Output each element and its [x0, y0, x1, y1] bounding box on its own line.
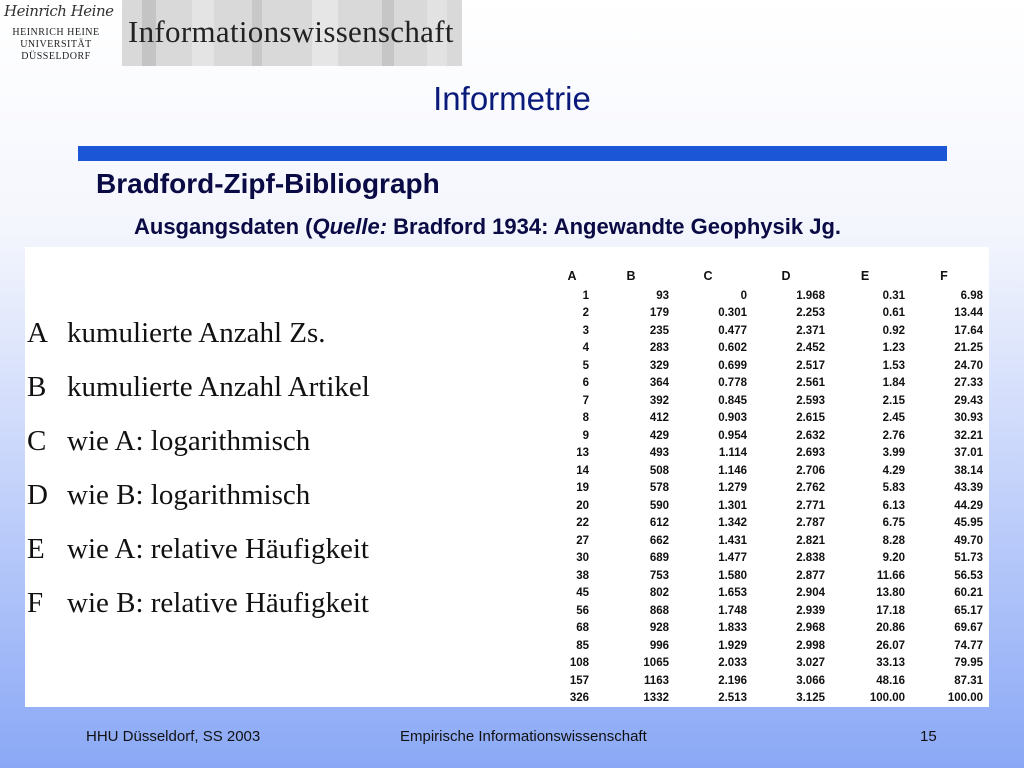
table-cell: 590	[649, 499, 669, 512]
table-cell: 3.027	[796, 657, 825, 670]
table-cell: 2.196	[718, 674, 747, 687]
table-cell: 612	[649, 517, 669, 530]
table-cell: 5	[582, 359, 589, 372]
table-cell: 928	[649, 622, 669, 635]
page-number: 15	[920, 728, 937, 745]
table-cell: 2.821	[796, 534, 825, 547]
table-row	[551, 445, 983, 463]
logo-line-3: DÜSSELDORF	[21, 51, 91, 62]
footer-center: Empirische Informationswissenschaft	[400, 728, 647, 745]
table-cell: 13	[576, 447, 589, 460]
table-cell: 2.998	[796, 639, 825, 652]
table-cell: 2.033	[718, 657, 747, 670]
source-label: Quelle:	[312, 214, 388, 239]
table-cell: 8.28	[882, 534, 905, 547]
table-cell: 3.99	[882, 447, 905, 460]
table-cell: 1065	[643, 657, 669, 670]
table-cell: 19	[576, 482, 589, 495]
legend-letter: C	[27, 425, 47, 457]
table-cell: 1.968	[796, 289, 825, 302]
legend-letter: F	[27, 587, 44, 619]
table-cell: 45	[576, 587, 589, 600]
source-prefix: Ausgangsdaten (	[134, 214, 313, 239]
table-cell: 1.23	[882, 342, 905, 355]
table-cell: 0.845	[718, 394, 747, 407]
table-cell: 20	[576, 499, 589, 512]
table-cell: 21.25	[954, 342, 983, 355]
table-cell: 11.66	[876, 569, 905, 582]
table-cell: 689	[649, 552, 669, 565]
table-cell: 1.114	[718, 447, 747, 460]
table-cell: 1.301	[718, 499, 747, 512]
content-panel	[25, 247, 989, 707]
table-row	[551, 427, 983, 445]
table-cell: 48.16	[876, 674, 905, 687]
table-cell: 6	[582, 377, 589, 390]
table-cell: 2.253	[796, 307, 825, 320]
table-cell: 100.00	[947, 692, 983, 705]
table-cell: 32.21	[954, 429, 983, 442]
table-cell: 30.93	[954, 412, 983, 425]
table-cell: 51.73	[954, 552, 983, 565]
table-cell: 69.67	[954, 622, 983, 635]
column-header-f: F	[940, 269, 948, 283]
column-header-b: B	[626, 269, 636, 283]
table-cell: 0.778	[718, 377, 747, 390]
column-header-a: A	[567, 269, 577, 283]
table-cell: 179	[649, 307, 669, 320]
table-cell: 56	[576, 604, 589, 617]
header-banner	[122, 0, 462, 66]
table-cell: 2.939	[796, 604, 825, 617]
table-row	[551, 375, 983, 393]
table-cell: 26.07	[876, 639, 905, 652]
table-cell: 2.452	[796, 342, 825, 355]
column-header-c: C	[703, 269, 713, 283]
table-cell: 4	[582, 342, 589, 355]
table-cell: 508	[649, 464, 669, 477]
table-cell: 7	[582, 394, 589, 407]
table-cell: 1.748	[718, 604, 747, 617]
table-row	[551, 620, 983, 638]
table-cell: 2.76	[882, 429, 905, 442]
table-cell: 1.53	[882, 359, 905, 372]
source-text: Bradford 1934: Angewandte Geophysik Jg.	[393, 214, 842, 239]
table-row	[551, 340, 983, 358]
table-cell: 0.61	[882, 307, 905, 320]
table-cell: 6.13	[882, 499, 905, 512]
table-cell: 44.29	[954, 499, 983, 512]
table-cell: 364	[649, 377, 669, 390]
table-cell: 6.75	[882, 517, 905, 530]
legend-letter: E	[27, 533, 45, 565]
table-cell: 2.838	[796, 552, 825, 565]
slide-heading: Bradford-Zipf-Bibliograph	[96, 168, 440, 199]
table-row	[551, 287, 983, 305]
table-cell: 74.77	[954, 639, 983, 652]
table-cell: 0.92	[882, 324, 905, 337]
table-cell: 283	[649, 342, 669, 355]
table-cell: 13.80	[876, 587, 905, 600]
table-cell: 868	[649, 604, 669, 617]
table-cell: 9.20	[882, 552, 905, 565]
table-cell: 2.632	[796, 429, 825, 442]
table-cell: 17.18	[876, 604, 905, 617]
table-cell: 2.517	[796, 359, 825, 372]
logo-line-1: HEINRICH HEINE	[12, 27, 100, 38]
table-row	[551, 392, 983, 410]
table-row	[551, 515, 983, 533]
table-cell: 33.13	[876, 657, 905, 670]
table-row	[551, 497, 983, 515]
table-cell: 20.86	[876, 622, 905, 635]
table-cell: 326	[569, 692, 589, 705]
table-cell: 2.904	[796, 587, 825, 600]
table-cell: 29.43	[954, 394, 983, 407]
table-cell: 38.14	[954, 464, 983, 477]
table-cell: 8	[582, 412, 589, 425]
table-cell: 2	[582, 307, 589, 320]
legend	[27, 317, 370, 641]
table-cell: 2.762	[796, 482, 825, 495]
table-cell: 329	[649, 359, 669, 372]
table-cell: 1.653	[718, 587, 747, 600]
legend-text: kumulierte Anzahl Zs.	[67, 317, 326, 349]
table-cell: 79.95	[954, 657, 983, 670]
table-cell: 65.17	[954, 604, 983, 617]
legend-text: wie B: relative Häufigkeit	[67, 587, 369, 619]
legend-text: wie B: logarithmisch	[67, 479, 311, 511]
table-row	[551, 672, 983, 690]
legend-text: wie A: relative Häufigkeit	[67, 533, 369, 565]
header	[0, 0, 1024, 68]
logo-signature: Heinrich Heine	[4, 2, 114, 20]
legend-item	[27, 587, 370, 641]
table-cell: 1.477	[718, 552, 747, 565]
table-row	[551, 602, 983, 620]
table-cell: 2.706	[796, 464, 825, 477]
table-cell: 662	[649, 534, 669, 547]
table-cell: 753	[649, 569, 669, 582]
legend-letter: A	[27, 317, 48, 349]
table-row	[551, 357, 983, 375]
table-cell: 13.44	[954, 307, 983, 320]
table-cell: 0.301	[718, 307, 747, 320]
table-cell: 2.371	[796, 324, 825, 337]
table-cell: 87.31	[954, 674, 983, 687]
column-header-d: D	[781, 269, 791, 283]
footer-left: HHU Düsseldorf, SS 2003	[86, 728, 261, 745]
table-cell: 578	[649, 482, 669, 495]
table-cell: 3.066	[796, 674, 825, 687]
table-cell: 1.833	[718, 622, 747, 635]
table-cell: 2.787	[796, 517, 825, 530]
table-body	[551, 287, 983, 707]
table-row	[551, 637, 983, 655]
table-cell: 0	[740, 289, 747, 302]
table-cell: 27.33	[954, 377, 983, 390]
table-cell: 0.477	[718, 324, 747, 337]
logo-line-2: UNIVERSITÄT	[20, 39, 92, 50]
table-cell: 14	[576, 464, 589, 477]
table-cell: 0.31	[882, 289, 905, 302]
table-cell: 493	[649, 447, 669, 460]
table-cell: 2.513	[718, 692, 747, 705]
table-row	[551, 550, 983, 568]
title-divider	[78, 146, 947, 161]
table-cell: 22	[576, 517, 589, 530]
table-cell: 2.15	[882, 394, 905, 407]
table-row	[551, 690, 983, 708]
banner-title: Informationswissenschaft	[128, 14, 454, 49]
legend-item	[27, 479, 370, 533]
table-cell: 56.53	[954, 569, 983, 582]
slide-title: Informetrie	[433, 80, 591, 117]
table-cell: 429	[649, 429, 669, 442]
table-cell: 24.70	[954, 359, 983, 372]
table-cell: 412	[649, 412, 669, 425]
table-cell: 2.45	[882, 412, 905, 425]
column-header-e: E	[860, 269, 870, 283]
legend-item	[27, 533, 370, 587]
table-cell: 3.125	[796, 692, 825, 705]
table-header-row	[551, 265, 983, 287]
table-cell: 5.83	[882, 482, 905, 495]
table-cell: 2.561	[796, 377, 825, 390]
table-cell: 45.95	[954, 517, 983, 530]
table-cell: 2.771	[796, 499, 825, 512]
table-cell: 157	[569, 674, 589, 687]
table-cell: 1332	[643, 692, 669, 705]
table-cell: 6.98	[960, 289, 983, 302]
table-cell: 1.580	[718, 569, 747, 582]
table-cell: 1	[582, 289, 589, 302]
table-cell: 108	[569, 657, 589, 670]
table-row	[551, 462, 983, 480]
table-cell: 3	[582, 324, 589, 337]
table-cell: 1.84	[882, 377, 905, 390]
table-cell: 0.954	[718, 429, 747, 442]
table-cell: 1.431	[718, 534, 747, 547]
table-row	[551, 655, 983, 673]
table-cell: 1.146	[718, 464, 747, 477]
table-cell: 85	[576, 639, 589, 652]
table-cell: 235	[649, 324, 669, 337]
table-cell: 49.70	[954, 534, 983, 547]
table-cell: 27	[576, 534, 589, 547]
table-cell: 1163	[644, 674, 669, 687]
table-cell: 4.29	[882, 464, 905, 477]
table-cell: 802	[649, 587, 669, 600]
table-cell: 43.39	[954, 482, 983, 495]
table-cell: 996	[649, 639, 669, 652]
table-cell: 1.279	[718, 482, 747, 495]
table-row	[551, 322, 983, 340]
legend-text: kumulierte Anzahl Artikel	[67, 371, 370, 403]
university-logo	[0, 0, 116, 66]
table-cell: 37.01	[954, 447, 983, 460]
table-cell: 68	[576, 622, 589, 635]
table-cell: 2.593	[796, 394, 825, 407]
table-cell: 1.929	[718, 639, 747, 652]
table-cell: 2.877	[796, 569, 825, 582]
table-cell: 2.693	[796, 447, 825, 460]
table-cell: 0.903	[718, 412, 747, 425]
table-cell: 0.602	[718, 342, 747, 355]
table-cell: 392	[649, 394, 669, 407]
table-cell: 38	[576, 569, 589, 582]
table-row	[551, 585, 983, 603]
table-cell: 30	[576, 552, 589, 565]
table-cell: 93	[656, 289, 669, 302]
legend-text: wie A: logarithmisch	[67, 425, 311, 457]
table-cell: 60.21	[954, 587, 983, 600]
table-row	[551, 480, 983, 498]
table-cell: 17.64	[954, 324, 983, 337]
table-row	[551, 410, 983, 428]
legend-letter: B	[27, 371, 47, 403]
table-cell: 2.968	[796, 622, 825, 635]
table-row	[551, 532, 983, 550]
legend-item	[27, 371, 370, 425]
table-cell: 1.342	[718, 517, 747, 530]
table-cell: 100.00	[869, 692, 905, 705]
legend-letter: D	[27, 479, 48, 511]
bradford-data-table	[551, 265, 983, 707]
table-cell: 9	[582, 429, 589, 442]
table-cell: 0.699	[718, 359, 747, 372]
legend-item	[27, 317, 370, 371]
table-row	[551, 305, 983, 323]
table-row	[551, 567, 983, 585]
table-cell: 2.615	[796, 412, 825, 425]
legend-item	[27, 425, 370, 479]
